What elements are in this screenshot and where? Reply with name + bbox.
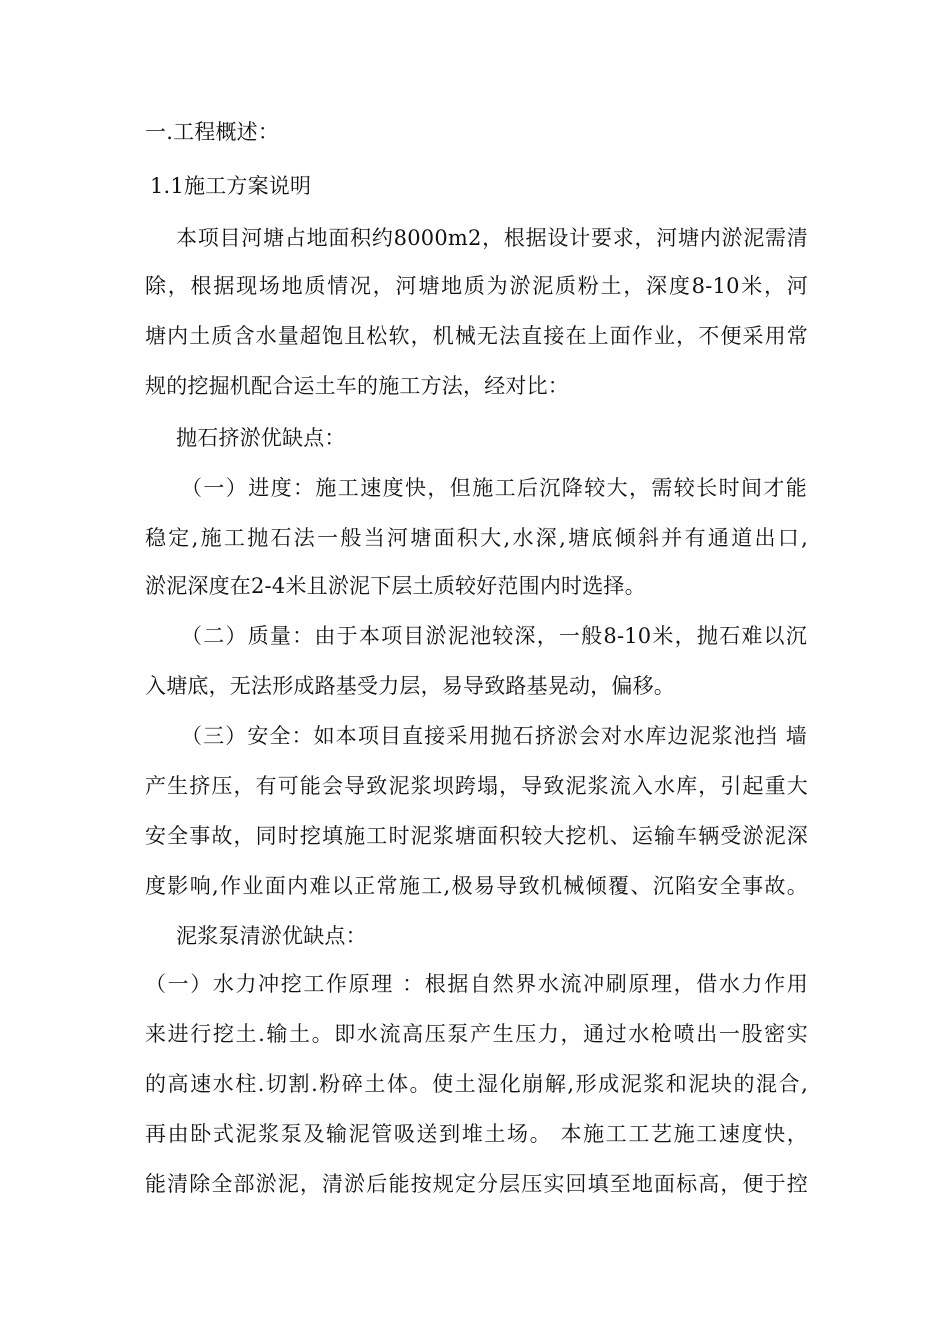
paragraph-line: 入塘底，无法形成路基受力层，易导致路基晃动，偏移。 — [145, 674, 675, 698]
paragraph-line: 塘内土质含水量超饱且松软，机械无法直接在上面作业，不便采用常 — [145, 324, 808, 348]
paragraph-line: （二）质量：由于本项目淤泥池较深，一般8-10米，抛石难以沉 — [181, 624, 807, 648]
paragraph-line: （一）进度：施工速度快，但施工后沉降较大，需较长时间才能 — [181, 476, 807, 500]
paragraph-line: 度影响,作业面内难以正常施工,极易导致机械倾覆、沉陷安全事故。 — [145, 874, 808, 898]
paragraph-line: 能清除全部淤泥，清淤后能按规定分层压实回填至地面标高，便于控 — [145, 1172, 808, 1196]
paragraph-line: （三）安全：如本项目直接采用抛石挤淤会对水库边泥浆池挡 墙 — [181, 724, 807, 748]
paragraph-heading: 泥浆泵清淤优缺点： — [176, 924, 367, 948]
paragraph-line: 本项目河塘占地面积约8000m2，根据设计要求，河塘内淤泥需清 — [176, 226, 808, 250]
paragraph-heading: 抛石挤淤优缺点： — [176, 426, 346, 450]
paragraph-line: 规的挖掘机配合运土车的施工方法，经对比： — [145, 374, 569, 398]
subsection-heading: 1.1施工方案说明 — [150, 174, 312, 198]
paragraph-line: 淤泥深度在2-4米且淤泥下层土质较好范围内时选择。 — [145, 574, 646, 598]
paragraph-line: 稳定,施工抛石法一般当河塘面积大,水深,塘底倾斜并有通道出口, — [145, 526, 808, 550]
section-heading: 一.工程概述： — [145, 120, 280, 144]
paragraph-line: 再由卧式泥浆泵及输泥管吸送到堆土场。 本施工工艺施工速度快， — [145, 1122, 808, 1146]
paragraph-line: 产生挤压，有可能会导致泥浆坝跨塌，导致泥浆流入水库，引起重大 — [145, 774, 808, 798]
paragraph-line: 安全事故，同时挖填施工时泥浆塘面积较大挖机、运输车辆受淤泥深 — [145, 824, 808, 848]
paragraph-line: 除，根据现场地质情况，河塘地质为淤泥质粉土，深度8-10米，河 — [145, 274, 808, 298]
paragraph-line: 的高速水柱.切割.粉碎土体。使土湿化崩解,形成泥浆和泥块的混合, — [145, 1072, 808, 1096]
paragraph-line: 来进行挖土.输土。即水流高压泵产生压力，通过水枪喷出一股密实 — [145, 1022, 808, 1046]
paragraph-line: （一）水力冲挖工作原理 ：根据自然界水流冲刷原理，借水力作用 — [145, 972, 808, 996]
